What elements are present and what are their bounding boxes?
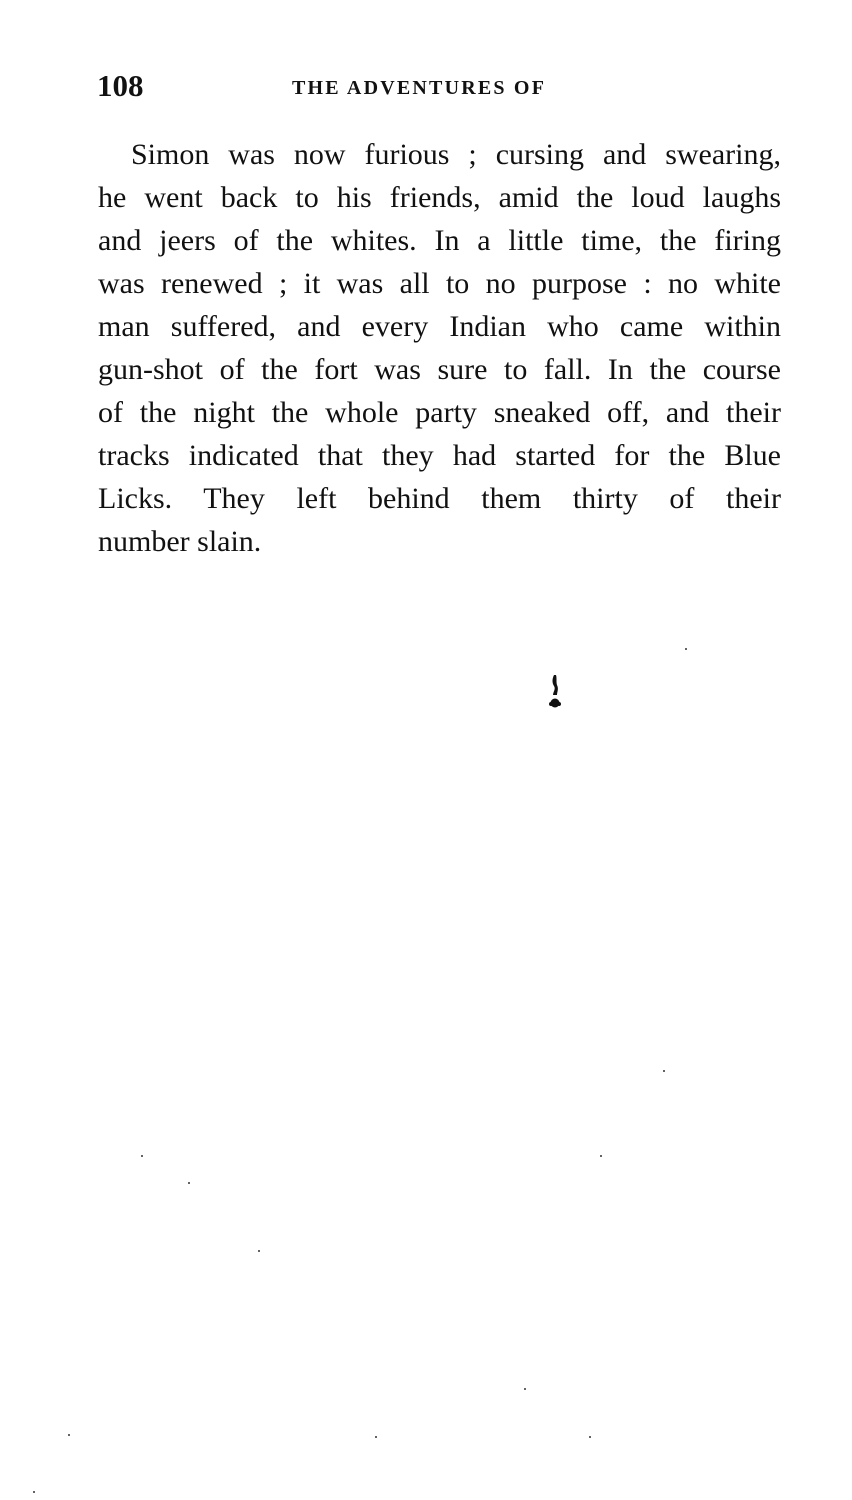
text-line: number slain. <box>98 525 262 558</box>
paper-speck <box>68 1434 70 1436</box>
paper-speck <box>188 1182 190 1184</box>
text-line: Licks. They left behind them thirty of their <box>98 482 781 515</box>
text-line: man suffered, and every Indian who came within <box>98 310 781 343</box>
text-line: gun-shot of the fort was sure to fall. In the course <box>98 353 781 386</box>
paper-speck <box>141 1155 143 1157</box>
text-line: tracks indicated that they had started for the Blue <box>98 439 781 472</box>
paper-speck <box>524 1388 526 1390</box>
paper-speck <box>600 1155 602 1157</box>
paper-speck <box>589 1436 591 1438</box>
running-title: THE ADVENTURES OF <box>292 77 547 99</box>
text-line: Simon was now furious ; cursing and swearing, <box>131 138 781 171</box>
running-head <box>0 68 852 108</box>
paper-speck <box>663 1070 665 1072</box>
paper-speck <box>375 1436 377 1438</box>
printer-flourish-icon <box>547 673 563 713</box>
paper-speck <box>258 1250 260 1252</box>
text-line: he went back to his friends, amid the loud laughs <box>98 181 781 214</box>
text-line: was renewed ; it was all to no purpose : no white <box>98 267 781 300</box>
paper-speck <box>33 1491 35 1493</box>
page-number: 108 <box>97 68 144 103</box>
paper-speck <box>685 648 687 650</box>
body-text <box>98 133 781 563</box>
text-line: and jeers of the whites. In a little time, the firing <box>98 224 781 257</box>
text-line: of the night the whole party sneaked off, and their <box>98 396 781 429</box>
